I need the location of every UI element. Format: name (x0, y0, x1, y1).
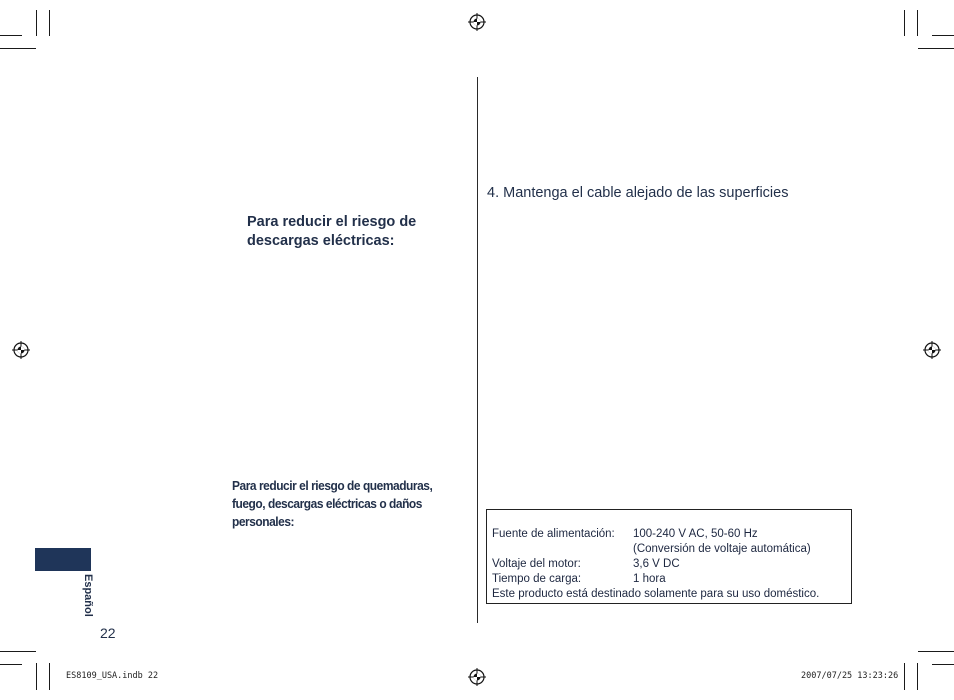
slug-file: ES8109_USA.indb 22 (66, 671, 159, 681)
specifications-box (486, 509, 852, 604)
page-number: 22 (100, 625, 116, 641)
spec-power-note: (Conversión de voltaje automática) (633, 543, 811, 555)
spec-power-value: 100-240 V AC, 50-60 Hz (633, 528, 758, 540)
slug-datetime: 2007/07/25 13:23:26 (801, 671, 899, 681)
spec-motor-value: 3,6 V DC (633, 558, 680, 570)
spec-power-label: Fuente de alimentación: (492, 528, 615, 540)
heading-burns-fire: Para reducir el riesgo de quemaduras, fuego, descargas eléctricas o daños personales: (232, 478, 433, 529)
spec-motor-label: Voltaje del motor: (492, 558, 581, 570)
registration-mark-icon (468, 13, 486, 31)
language-tab (35, 548, 91, 571)
registration-mark-icon (12, 341, 30, 359)
heading-electric-shock: Para reducir el riesgo de descargas eléctricas: (247, 214, 417, 249)
registration-mark-icon (468, 668, 486, 686)
instruction-item-4: 4. Mantenga el cable alejado de las superficies (487, 185, 789, 201)
column-divider (477, 77, 478, 623)
language-label: Español (82, 574, 94, 617)
spec-charge-value: 1 hora (633, 573, 666, 585)
registration-mark-icon (923, 341, 941, 359)
spec-household-note: Este producto está destinado solamente para su uso doméstico. (492, 588, 820, 600)
spec-charge-label: Tiempo de carga: (492, 573, 582, 585)
